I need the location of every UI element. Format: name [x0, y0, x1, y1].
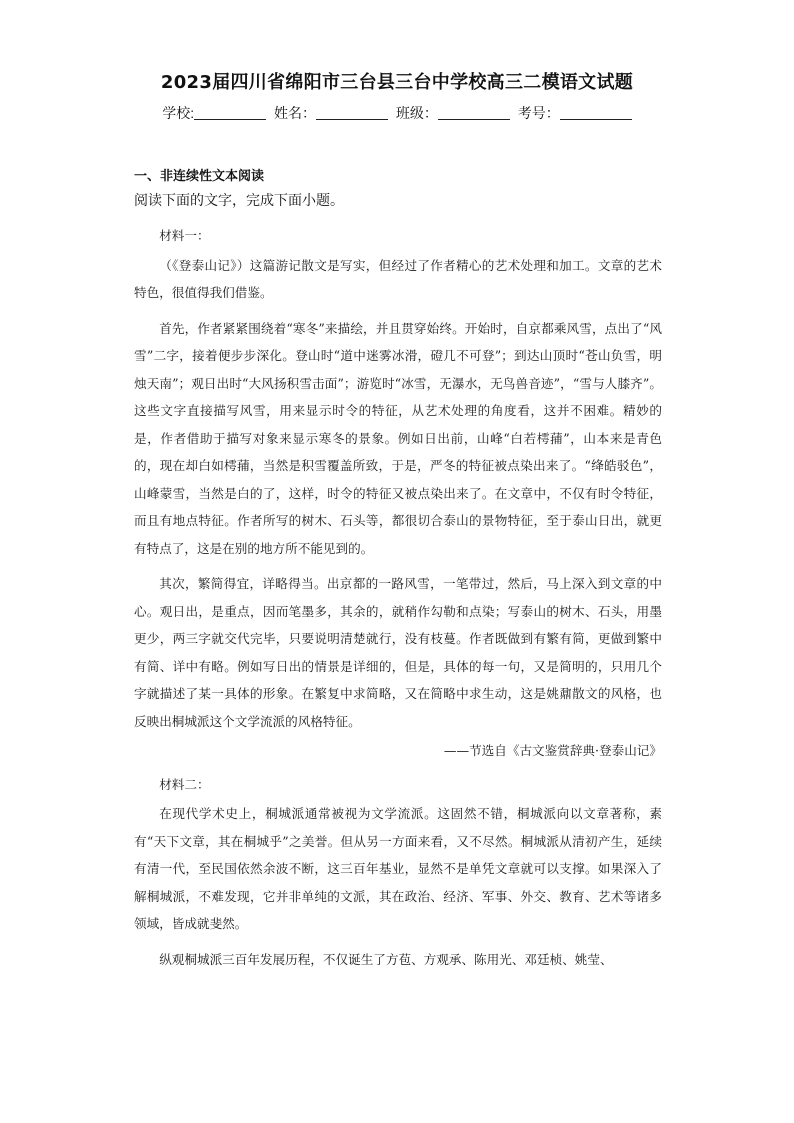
material-one-source: ——节选自《古文鉴赏辞典·登泰山记》: [443, 743, 662, 758]
material-two-label: 材料二：: [159, 776, 210, 792]
name-label: 姓名：: [274, 105, 316, 121]
material-one-paragraph: 其次，繁简得宜，详略得当。出京都的一路风雪，一笔带过，然后，马上深入到文章的中心。观日出，是重点，因而笔墨多，其余的，就稍作勾勒和点染；写泰山的树木、石头，用墨更少，两三字就交代完毕，只要说明清楚就行，没有枝蔓。作者既做到有繁有简，更做到繁中有简、详中有略。例如写日出的情景是详细的，但是，具体的每一句，又是简明的，只用几个字就描述了某一具体的形象。在繁复中求简略，又在简略中求生动，这是姚鼐散文的风格，也反映出桐城派这个文学流派的风格特征。: [134, 576, 662, 729]
material-one-paragraph: 首先，作者紧紧围绕着“寒冬”来描绘，并且贯穿始终。开始时，自京都乘风雪，点出了“风雪”二字，接着便步步深化。登山时“道中迷雾冰滑，磴几不可登”；到达山顶时“苍山负雪，明烛天南”；观日出时“大风扬积雪击面”；游览时“冰雪，无瀑水，无鸟兽音迹”，“雪与人膝齐”。这些文字直接描写风雪，用来显示时令的特征，从艺术处理的角度看，这并不困难。精妙的是，作者借助于描写对象来显示寒冬的景象。例如日出前，山峰“白若樗蒱”，山本来是青色的，现在却白如樗蒱，当然是积雪覆盖所致，于是，严冬的特征被点染出来了。“绛皓驳色”，山峰蒙雪，当然是白的了，这样，时令的特征又被点染出来了。在文章中，不仅有时令特征，而且有地点特征。作者所写的树木、石头等，都很切合泰山的景物特征，至于泰山日出，就更有特点了，这是在别的地方所不能见到的。: [134, 320, 662, 556]
material-two-paragraph: 纵观桐城派三百年发展历程，不仅诞生了方苞、方观承、陈用光、邓廷桢、姚莹、: [159, 951, 613, 967]
exam-number-field: [518, 103, 632, 123]
school-blank[interactable]: [194, 105, 266, 120]
reading-instruction: 阅读下面的文字，完成下面小题。: [134, 193, 344, 209]
material-two-paragraph: 在现代学术史上，桐城派通常被视为文学流派。这固然不错，桐城派向以文章著称，素有“天下文章，其在桐城乎”之美誉。但从另一方面来看，又不尽然。桐城派从清初产生，延续有清一代，至民国依然余波不断，这三百年基业，显然不是单凭文章就可以支撑。如果深入了解桐城派，不难发现，它并非单纯的文派，其在政治、经济、军事、外交、教育、艺术等诸多领域，皆成就斐然。: [134, 806, 662, 931]
exam-number-label: 考号：: [517, 105, 560, 121]
class-blank[interactable]: [438, 105, 510, 120]
exam-number-blank[interactable]: [560, 105, 632, 120]
class-label: 班级：: [395, 105, 438, 121]
school-field: [162, 103, 266, 123]
school-label: 学校:: [162, 105, 195, 121]
name-field: [274, 103, 388, 123]
student-info-line: [0, 103, 794, 123]
material-one-label: 材料一：: [159, 228, 210, 243]
material-one-paragraph: （《登泰山记》）这篇游记散文是写实，但经过了作者精心的艺术处理和加工。文章的艺术特色，很值得我们借鉴。: [134, 257, 662, 300]
name-blank[interactable]: [316, 105, 388, 120]
passage-body: [134, 220, 662, 973]
exam-title: 2023届四川省绵阳市三台县三台中学校高三二模语文试题: [160, 72, 634, 93]
class-field: [396, 103, 510, 123]
section-heading: 一、非连续性文本阅读: [134, 169, 265, 184]
